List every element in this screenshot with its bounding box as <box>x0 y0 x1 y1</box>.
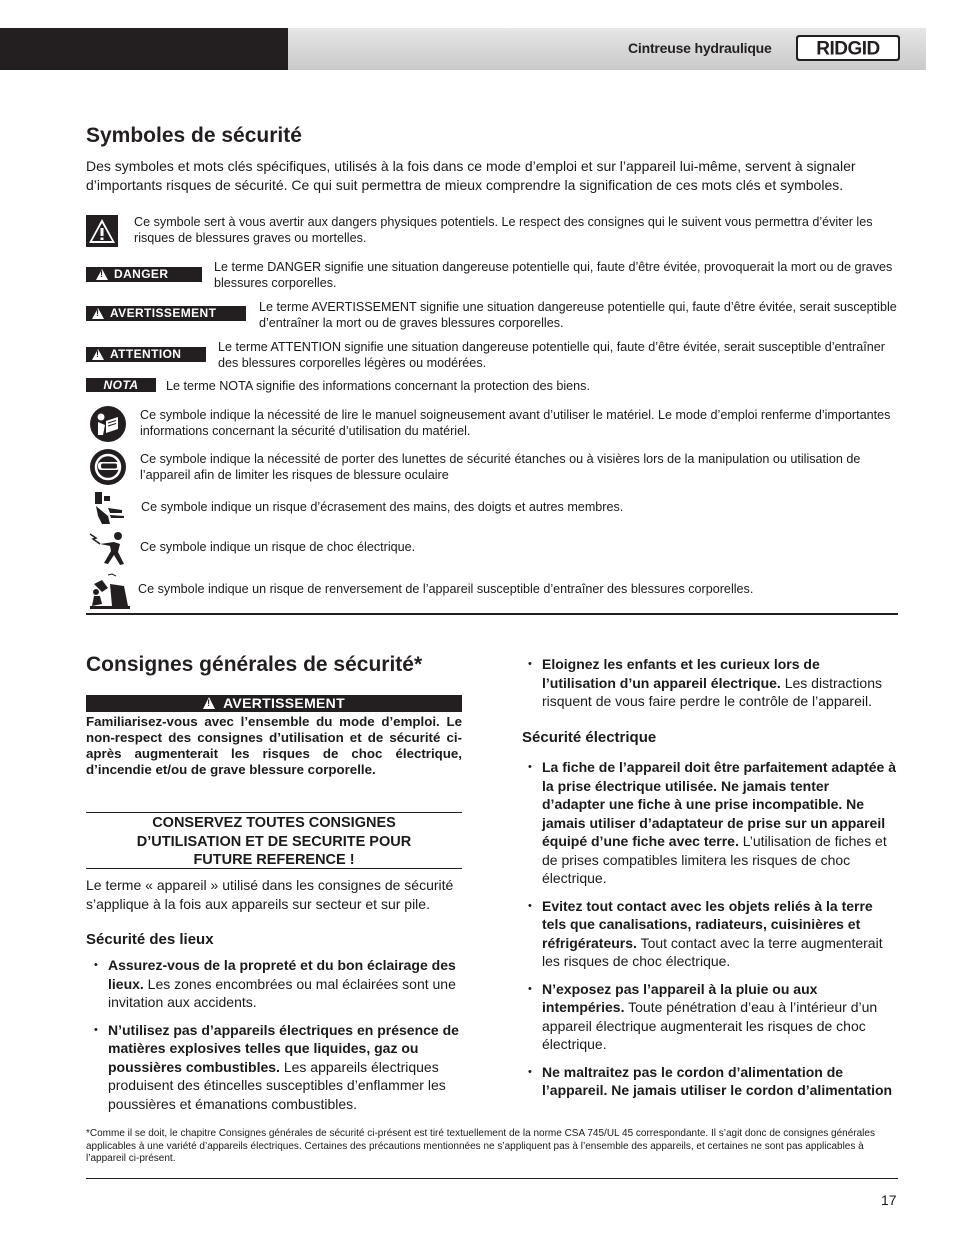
shock-text: Ce symbole indique un risque de choc électrique. <box>140 540 416 554</box>
warning-triangle-icon <box>92 349 104 360</box>
list-item-text: Les distractions risquent de vous faire perdre le contrôle de l’appareil. <box>542 674 882 709</box>
subheading-lieux: Sécurité des lieux <box>86 931 214 948</box>
avertissement-label-text: AVERTISSEMENT <box>110 306 217 320</box>
conserve-box <box>86 812 462 869</box>
lieux-list <box>86 956 462 1113</box>
avertissement-banner-text: AVERTISSEMENT <box>223 695 345 711</box>
avertissement-label <box>86 306 246 321</box>
tip-over-icon <box>88 572 130 610</box>
footer-divider <box>86 1178 898 1179</box>
section-title-consignes: Consignes générales de sécurité* <box>86 653 423 676</box>
avertissement-banner <box>86 695 462 712</box>
warning-paragraph: Familiarisez-vous avec l’ensemble du mode d’emploi. Le non-respect des consignes d’utilisation et de sécurité ci-après augmenterait les risques de choc électrique, d’incendie et/ou de grave blessure corporelle. <box>86 714 462 777</box>
warning-triangle-icon <box>96 269 108 280</box>
alert-symbol-icon <box>86 215 118 247</box>
section-title-symboles: Symboles de sécurité <box>86 124 302 147</box>
avertissement-text: Le terme AVERTISSEMENT signifie une situation dangereuse potentielle qui, faute d’être évitée, serait susceptible d’entraîner la mort ou de graves blessures corporelles. <box>259 300 897 330</box>
subheading-electrique: Sécurité électrique <box>522 729 657 746</box>
list-item-text: Les appareils électriques produisent des étincelles susceptibles d’enflammer les poussières et émanations combustibles. <box>108 1058 446 1112</box>
manual-text: Ce symbole indique la nécessité de lire le manuel soigneusement avant d’utiliser le matériel. Le mode d’emploi renferme d’importantes informations concernant la sécurité d’utilisation du matériel. <box>140 408 891 438</box>
nota-label: NOTA <box>86 378 156 392</box>
list-item-text: Toute pénétration d’eau à l’intérieur d’un appareil électrique augmenterait les risques de choc électrique. <box>542 999 878 1052</box>
list-item <box>86 1021 462 1114</box>
list-item-bold: La fiche de l’appareil doit être parfaitement adaptée à la prise électrique utilisée. Ne jamais tenter d’adapter une fiche à une prise incompatible. Ne jamais utiliser d’adaptateur de prise sur un appareil équipé d’une fiche avec terre. <box>542 759 896 849</box>
ridgid-logo <box>796 35 900 61</box>
list-item-bold: N’utilisez pas d’appareils électriques en présence de matières explosives telles que liquides, gaz ou poussières combustibles. <box>108 1021 459 1075</box>
conserve-line-3: FUTURE REFERENCE ! <box>193 852 355 868</box>
header-title: Cintreuse hydraulique <box>628 40 772 56</box>
warning-triangle-icon <box>92 308 104 319</box>
list-item <box>86 956 462 1012</box>
list-item-bold: Evitez tout contact avec les objets reliés à la terre tels que canalisations, radiateurs, cuisinières et réfrigérateurs. <box>542 897 873 951</box>
tipover-text: Ce symbole indique un risque de renversement de l’appareil susceptible d’entraîner des blessures corporelles. <box>138 582 754 596</box>
footnote: *Comme il se doit, le chapitre Consignes générales de sécurité ci-présent est tiré textuellement de la norme CSA 745/UL 45 correspondante. Il s’agit donc de consignes générales applicables à une variété d’appareils électriques. Certaines des précautions mentionnées ne s’appliquent pas à l’ensemble des appareils, et certaines ne sont pas applicables à l’appareil ci-présent. <box>86 1128 875 1164</box>
header-black-bar <box>0 28 288 70</box>
section-divider <box>86 613 898 615</box>
lieux-list-continued <box>520 655 896 711</box>
warning-triangle-icon <box>203 697 215 709</box>
svg-text:RIDGID: RIDGID <box>816 38 880 60</box>
nota-text: Le terme NOTA signifie des informations concernant la protection des biens. <box>166 379 590 393</box>
list-item <box>520 897 896 971</box>
electrique-list <box>520 758 896 1100</box>
list-item-text: Les zones encombrées ou mal éclairées sont une invitation aux accidents. <box>108 975 456 1010</box>
read-manual-icon <box>88 405 128 443</box>
attention-label <box>86 347 206 362</box>
attention-text: Le terme ATTENTION signifie une situation dangereuse potentielle qui, faute d’être évitée, serait susceptible d’entraîner des blessures corporelles légères ou modérées. <box>218 340 885 370</box>
page-number: 17 <box>881 1192 897 1208</box>
list-item-bold: N’exposez pas l’appareil à la pluie ou aux intempéries. <box>542 980 818 1015</box>
list-item-bold: Ne maltraitez pas le cordon d’alimentation de l’appareil. Ne jamais utiliser le cordon d’alimentation <box>542 1063 893 1098</box>
list-item-text: Tout contact avec la terre augmenterait les risques de choc électrique. <box>542 934 883 969</box>
goggles-text: Ce symbole indique la nécessité de porter des lunettes de sécurité étanches ou à visières lors de la manipulation ou utilisation de l’appareil afin de limiter les risques de blessure oculaire <box>140 452 861 482</box>
intro-paragraph: Des symboles et mots clés spécifiques, utilisés à la fois dans ce mode d’emploi et sur l’appareil lui-même, servent à signaler d’importants risques de sécurité. Ce qui suit permettra de mieux comprendre la signification de ces mots clés et symboles. <box>86 158 856 193</box>
conserve-line-2: D’UTILISATION ET DE SECURITE POUR <box>136 833 412 850</box>
crush-text: Ce symbole indique un risque d’écrasement des mains, des doigts et autres membres. <box>141 500 624 514</box>
conserve-line-1: CONSERVEZ TOUTES CONSIGNES <box>152 815 396 831</box>
electric-shock-icon <box>88 530 130 566</box>
list-item <box>520 1063 896 1100</box>
list-item <box>520 758 896 888</box>
appareil-paragraph: Le terme « appareil » utilisé dans les consignes de sécurité s’applique à la fois aux appareils sur secteur et sur pile. <box>86 877 454 912</box>
danger-text: Le terme DANGER signifie une situation dangereuse potentielle qui, faute d’être évitée, provoquerait la mort ou de graves blessures corporelles. <box>214 260 893 290</box>
list-item-bold: Assurez-vous de la propreté et du bon éclairage des lieux. <box>108 957 456 992</box>
list-item-bold: Eloignez les enfants et les curieux lors de l’utilisation d’un appareil électrique. <box>542 656 820 691</box>
safety-goggles-icon <box>88 448 128 486</box>
hand-crush-icon <box>92 490 128 526</box>
danger-label <box>86 267 202 282</box>
danger-label-text: DANGER <box>114 267 169 281</box>
alert-symbol-text: Ce symbole sert à vous avertir aux dangers physiques potentiels. Le respect des consignes qui le suivent vous permettra d’éviter les risques de blessures graves ou mortelles. <box>134 215 873 245</box>
list-item-text: L’utilisation de fiches et de prises compatibles limitera les risques de choc électrique. <box>542 833 887 886</box>
list-item <box>520 980 896 1054</box>
attention-label-text: ATTENTION <box>110 347 182 361</box>
list-item <box>520 655 896 711</box>
